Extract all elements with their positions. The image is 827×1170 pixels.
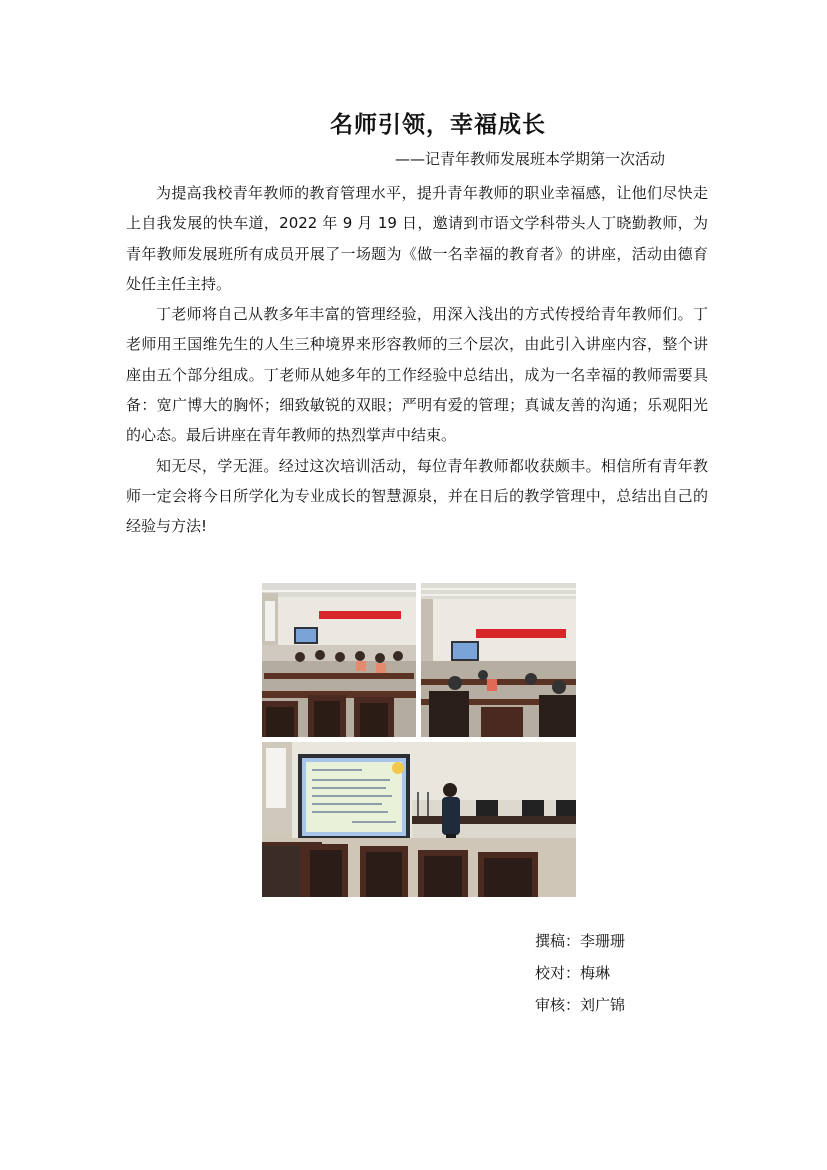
credits-block: [535, 925, 625, 1021]
article-subtitle: ——记青年教师发展班本学期第一次活动: [395, 150, 666, 168]
credit-reviewer: 审核：刘广锦: [535, 996, 626, 1014]
article-body: [126, 178, 708, 542]
activity-photo-lecture: [262, 742, 576, 897]
paragraph-3: 知无尽，学无涯。经过这次培训活动，每位青年教师都收获颇丰。相信所有青年教师一定会将今日所学化为专业成长的智慧源泉，并在日后的教学管理中，总结出自己的经验与方法!: [126, 456, 708, 536]
credit-proofreader: 校对：梅琳: [535, 964, 611, 982]
paragraph-1: 为提高我校青年教师的教育管理水平，提升青年教师的职业幸福感，让他们尽快走上自我发展的快车道，2022 年 9 月 19 日，邀请到市语文学科带头人丁晓勤教师，为青年教师发展班所有成员开展了一场题为《做一名幸福的教育者》的讲座，活动由德育处任主任主持。: [126, 184, 708, 293]
paragraph-2: 丁老师将自己从教多年丰富的管理经验，用深入浅出的方式传授给青年教师们。丁老师用王国维先生的人生三种境界来形容教师的三个层次，由此引入讲座内容，整个讲座由五个部分组成。丁老师从她多年的工作经验中总结出，成为一名幸福的教师需要具备：宽广博大的胸怀；细致敏锐的双眼；严明有爱的管理；真诚友善的沟通；乐观阳光的心态。最后讲座在青年教师的热烈掌声中结束。: [126, 305, 708, 445]
credit-author: 撰稿：李珊珊: [535, 932, 626, 950]
activity-photo-classroom-right: [421, 583, 576, 737]
activity-photo-classroom-left: [262, 583, 416, 737]
article-title: 名师引领，幸福成长: [330, 112, 546, 138]
